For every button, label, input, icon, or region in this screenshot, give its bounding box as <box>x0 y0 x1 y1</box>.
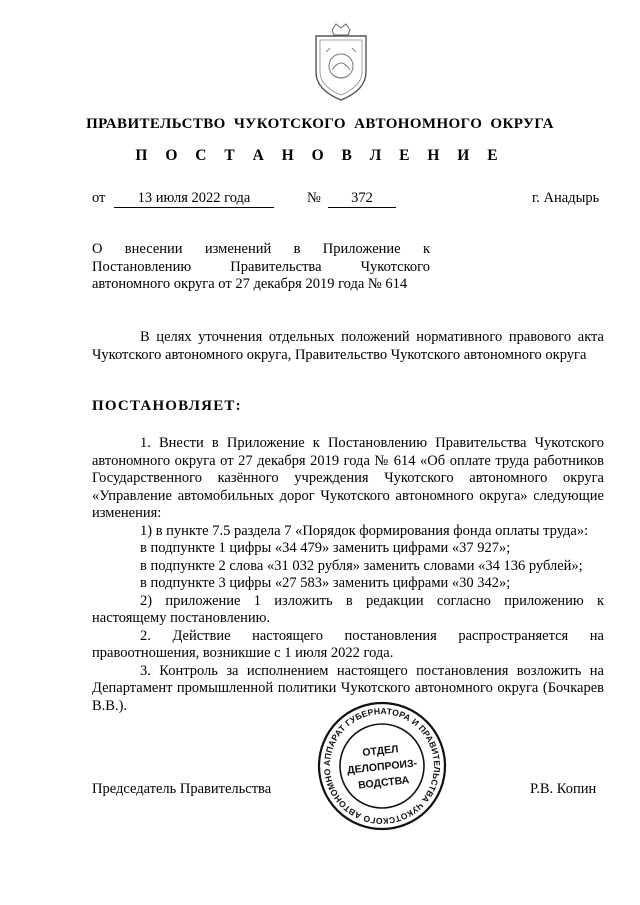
document-subject: О внесении изменений в Приложение к Постановлению Правительства Чукотского автономного округа от 27 декабря 2019 года № 614 <box>92 241 430 292</box>
item-2: 2. Действие настоящего постановления распространяется на правоотношения, возникшие с 1 июля 2022 года. <box>92 627 604 661</box>
item-1-subitem-1-c: в подпункте 3 цифры «27 583» заменить цифрами «30 342»; <box>140 575 511 591</box>
document-city: г. Анадырь <box>532 190 600 206</box>
item-1-subitem-1: 1) в пункте 7.5 раздела 7 «Порядок формирования фонда оплаты труда»: <box>140 522 589 539</box>
document-date: 13 июля 2022 года <box>114 190 274 208</box>
signatory-name: Р.В. Копин <box>530 781 597 797</box>
organization-title: ПРАВИТЕЛЬСТВО ЧУКОТСКОГО АВТОНОМНОГО ОКРУГА <box>86 116 554 132</box>
decree-heading: ПОСТАНОВЛЯЕТ: <box>92 398 242 414</box>
item-1-subitem-2: 2) приложение 1 изложить в редакции согласно приложению к настоящему постановлению. <box>92 592 604 626</box>
preamble <box>92 329 604 364</box>
date-prefix: от <box>92 190 106 206</box>
decree-body <box>92 435 604 715</box>
item-1: 1. Внести в Приложение к Постановлению Правительства Чукотского автономного округа от 27 декабря 2019 года № 614 «Об оплате труда работников Государственного казённого учреждения Чукотского автономного округа «Управление автомобильных дорог Чукотского автономного округа» следующие изменения: <box>92 435 604 521</box>
stamp-line-3: ВОДСТВА <box>357 774 410 792</box>
preamble-text: В целях уточнения отдельных положений нормативного правового акта Чукотского автономного округа, Правительство Чукотского автономного округа <box>92 329 604 363</box>
stamp-line-1: ОТДЕЛ <box>361 743 400 759</box>
stamp-ring-text: АППАРАТ ГУБЕРНАТОРА И ПРАВИТЕЛЬСТВА ЧУКОТСКОГО АВТОНОМНО <box>321 705 443 827</box>
document-number: 372 <box>328 190 396 208</box>
item-1-subitem-1-b: в подпункте 2 слова «31 032 рубля» заменить словами «34 136 рублей»; <box>140 557 583 574</box>
office-stamp <box>316 700 448 832</box>
stamp-line-2: ДЕЛОПРОИЗ- <box>346 757 418 777</box>
item-3: 3. Контроль за исполнением настоящего постановления возложить на Департамент промышленной политики Чукотского автономного округа (Бочкарев В.В.). <box>92 662 604 714</box>
number-prefix: № <box>307 190 321 206</box>
item-1-subitem-1-a: в подпункте 1 цифры «34 479» заменить цифрами «37 927»; <box>140 540 511 556</box>
document-type-title: П О С Т А Н О В Л Е Н И Е <box>135 147 505 164</box>
chukotka-coat-of-arms-icon <box>302 20 380 108</box>
signatory-position: Председатель Правительства <box>92 781 272 797</box>
